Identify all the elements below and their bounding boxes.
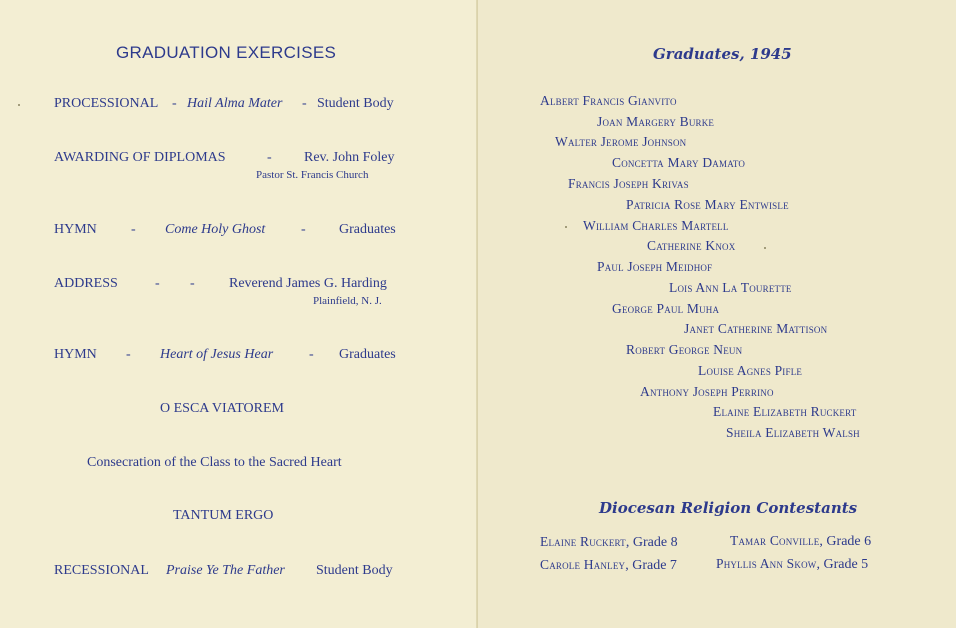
- address-by: Reverend James G. Harding: [229, 276, 387, 291]
- graduate-name: Robert George Neun: [626, 342, 743, 357]
- graduate-name: Albert Francis Gianvito: [540, 93, 677, 108]
- graduate-name: Louise Agnes Pifle: [698, 363, 803, 378]
- contestant-entry: Elaine Ruckert, Grade 8: [540, 534, 678, 550]
- paper-speck: [565, 226, 567, 228]
- graduate-name: Anthony Joseph Perrino: [640, 384, 774, 399]
- graduates-heading: Graduates, 1945: [653, 45, 792, 63]
- hymn1-label: HYMN: [54, 222, 97, 237]
- separator: -: [172, 96, 177, 111]
- contestant-grade: Grade 8: [632, 535, 678, 550]
- contestant-entry: Phyllis Ann Skow, Grade 5: [716, 556, 869, 572]
- graduates-page: [478, 0, 956, 628]
- diplomas-label: AWARDING OF DIPLOMAS: [54, 150, 226, 165]
- separator: -: [301, 222, 306, 237]
- hymn2-title: Heart of Jesus Hear: [160, 347, 274, 362]
- contestant-name: Tamar Conville: [730, 533, 820, 548]
- processional-by: Student Body: [317, 96, 394, 111]
- graduate-name: Concetta Mary Damato: [612, 155, 746, 170]
- contestants-heading: Diocesan Religion Contestants: [599, 499, 858, 517]
- separator: -: [309, 347, 314, 362]
- diplomas-note: Pastor St. Francis Church: [256, 169, 369, 181]
- o-esca: O ESCA VIATOREM: [160, 401, 284, 416]
- hymn1-title: Come Holy Ghost: [165, 222, 266, 237]
- graduate-name: Elaine Elizabeth Ruckert: [713, 404, 857, 419]
- program-title: GRADUATION EXERCISES: [116, 43, 337, 62]
- contestant-name: Elaine Ruckert: [540, 534, 626, 549]
- recessional-title: Praise Ye The Father: [166, 563, 285, 578]
- graduate-name: Paul Joseph Meidhof: [597, 259, 713, 274]
- graduate-name: Lois Ann La Tourette: [669, 280, 792, 295]
- separator: -: [302, 96, 307, 111]
- graduate-name: Patricia Rose Mary Entwisle: [626, 197, 789, 212]
- recessional-by: Student Body: [316, 563, 393, 578]
- separator: -: [131, 222, 136, 237]
- contestant-entry: Tamar Conville, Grade 6: [730, 533, 872, 549]
- diplomas-by: Rev. John Foley: [304, 150, 395, 165]
- separator: -: [155, 276, 160, 291]
- graduate-name: Walter Jerome Johnson: [555, 134, 687, 149]
- processional-title: Hail Alma Mater: [187, 96, 283, 111]
- contestant-entry: Carole Hanley, Grade 7: [540, 557, 677, 573]
- graduate-name: Janet Catherine Mattison: [684, 321, 828, 336]
- contestant-grade: Grade 7: [632, 558, 677, 573]
- address-note: Plainfield, N. J.: [313, 295, 382, 307]
- separator: -: [267, 150, 272, 165]
- paper-speck: [18, 104, 20, 106]
- tantum-ergo: TANTUM ERGO: [173, 508, 274, 523]
- recessional-label: RECESSIONAL: [54, 563, 149, 578]
- graduate-name: Catherine Knox: [647, 238, 736, 253]
- graduate-name: William Charles Martell: [583, 218, 729, 233]
- hymn2-by: Graduates: [339, 347, 396, 362]
- graduate-name: George Paul Muha: [612, 301, 720, 316]
- hymn1-by: Graduates: [339, 222, 396, 237]
- address-label: ADDRESS: [54, 276, 118, 291]
- separator: -: [190, 276, 195, 291]
- separator: -: [126, 347, 131, 362]
- contestant-name: Carole Hanley: [540, 557, 626, 572]
- processional-label: PROCESSIONAL: [54, 96, 159, 111]
- paper-speck: [764, 247, 766, 249]
- graduate-name: Joan Margery Burke: [597, 114, 715, 129]
- hymn2-label: HYMN: [54, 347, 97, 362]
- consecration: Consecration of the Class to the Sacred Heart: [87, 455, 342, 470]
- contestant-grade: Grade 5: [823, 557, 869, 572]
- graduate-name: Francis Joseph Krivas: [568, 176, 689, 191]
- graduate-name: Sheila Elizabeth Walsh: [726, 425, 860, 440]
- contestant-name: Phyllis Ann Skow: [716, 556, 817, 571]
- contestant-grade: Grade 6: [826, 534, 872, 549]
